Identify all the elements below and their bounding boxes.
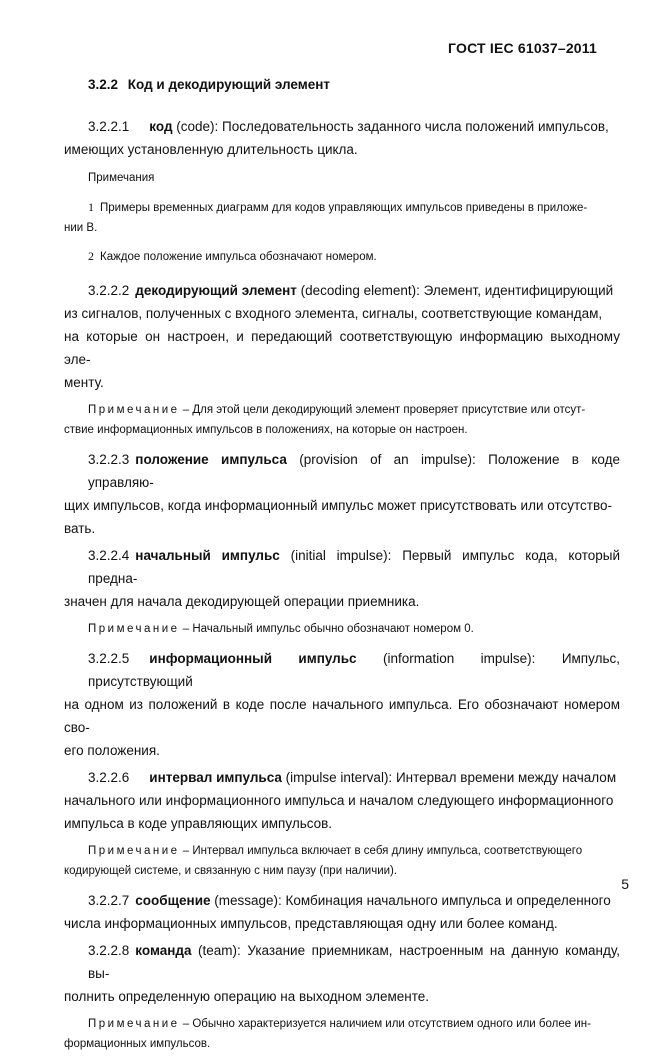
note-item	[64, 197, 620, 238]
term-name: начальный импульс	[135, 548, 280, 563]
notes-heading: Примечания	[88, 172, 155, 184]
term-definition: (impulse interval): Интервал времени между началом	[281, 770, 617, 785]
note-label: Примечание	[88, 1018, 180, 1030]
note-text: формационных импульсов.	[64, 1038, 211, 1050]
term-entry	[64, 889, 620, 935]
note	[88, 619, 620, 639]
term-name: декодирующий элемент	[135, 283, 297, 298]
section-title: Код и декодирующий элемент	[127, 77, 331, 92]
section-number: 3.2.2	[88, 77, 119, 92]
term-entry	[64, 766, 620, 835]
note-text: – Обычно характеризуется наличием или отсутствием одного или более ин-	[179, 1018, 591, 1030]
term-entry	[64, 448, 620, 540]
term-entry	[64, 279, 620, 394]
term-number: 3.2.2.4	[88, 548, 130, 563]
term-entry	[64, 939, 620, 1008]
term-definition: (team): Указание приемникам, настроенным на данную команду, вы-	[88, 943, 620, 981]
term-name: интервал импульса	[149, 770, 282, 785]
page-header: ГОСТ IEC 61037–2011	[448, 40, 597, 56]
term-name: информационный импульс	[149, 651, 357, 666]
term-definition: (message): Комбинация начального импульса и определенного	[210, 893, 611, 908]
note-number: 2	[88, 249, 94, 263]
note-item	[88, 246, 620, 267]
term-definition: числа информационных импульсов, представляющая одну или более команд.	[64, 916, 558, 931]
term-number: 3.2.2.3	[88, 452, 130, 467]
term-definition: (provision of an impulse): Положение в коде управляю-	[88, 452, 620, 490]
section-heading	[88, 75, 620, 95]
note	[64, 1014, 620, 1054]
term-name: сообщение	[135, 893, 211, 908]
note-text: нии В.	[64, 222, 98, 234]
term-number: 3.2.2.2	[88, 283, 130, 298]
note	[64, 841, 620, 881]
term-name: код	[149, 119, 173, 134]
term-entry	[64, 647, 620, 762]
term-definition: вать.	[64, 521, 96, 536]
term-definition: на которые он настроен, и передающий соответствующую информацию выходному эле-	[64, 329, 620, 367]
note-text: кодирующей системе, и связанную с ним паузу (при наличии).	[64, 865, 398, 877]
term-definition: на одном из положений в коде после начального импульса. Его обозначают номером сво-	[64, 697, 620, 735]
note-text: ствие информационных импульсов в положениях, на которые он настроен.	[64, 424, 468, 436]
term-definition: значен для начала декодирующей операции приемника.	[64, 594, 420, 609]
note-number: 1	[88, 200, 94, 214]
term-definition: (information impulse): Импульс, присутствующий	[88, 651, 620, 689]
term-number: 3.2.2.1	[88, 119, 130, 134]
note-label: Примечание	[88, 845, 180, 857]
term-definition: щих импульсов, когда информационный импульс может присутствовать или отсутство-	[64, 498, 612, 513]
term-number: 3.2.2.5	[88, 651, 130, 666]
term-number: 3.2.2.8	[88, 943, 130, 958]
page-number: 5	[621, 876, 629, 892]
note-label: Примечание	[88, 623, 180, 635]
term-name: команда	[135, 943, 192, 958]
term-number: 3.2.2.6	[88, 770, 130, 785]
term-name: положение импульса	[135, 452, 287, 467]
note-text: Примеры временных диаграмм для кодов управляющих импульсов приведены в приложе-	[100, 202, 588, 214]
term-entry	[64, 115, 620, 161]
note-text: Каждое положение импульса обозначают номером.	[100, 251, 377, 263]
term-definition: начального или информационного импульса и началом следующего информационного	[64, 793, 614, 808]
note-label: Примечание	[88, 404, 180, 416]
term-number: 3.2.2.7	[88, 893, 130, 908]
term-definition: из сигналов, полученных с входного элемента, сигналы, соответствующие командам,	[64, 306, 603, 321]
term-definition: его положения.	[64, 743, 160, 758]
note	[64, 400, 620, 440]
note-text: – Для этой цели декодирующий элемент проверяет присутствие или отсут-	[179, 404, 586, 416]
term-definition: (decoding element): Элемент, идентифицирующий	[296, 283, 614, 298]
note-text: – Интервал импульса включает в себя длину импульса, соответствующего	[179, 845, 583, 857]
term-definition: импульса в коде управляющих импульсов.	[64, 816, 333, 831]
document-body	[64, 75, 620, 1062]
term-definition: менту.	[64, 375, 104, 390]
term-definition: (code): Последовательность заданного числа положений импульсов,	[172, 119, 609, 134]
term-definition: имеющих установленную длительность цикла.	[64, 142, 358, 157]
term-entry	[64, 544, 620, 613]
term-definition: (initial impulse): Первый импульс кода, который предна-	[88, 548, 620, 586]
note-text: – Начальный импульс обычно обозначают номером 0.	[179, 623, 474, 635]
term-definition: полнить определенную операцию на выходном элементе.	[64, 989, 430, 1004]
